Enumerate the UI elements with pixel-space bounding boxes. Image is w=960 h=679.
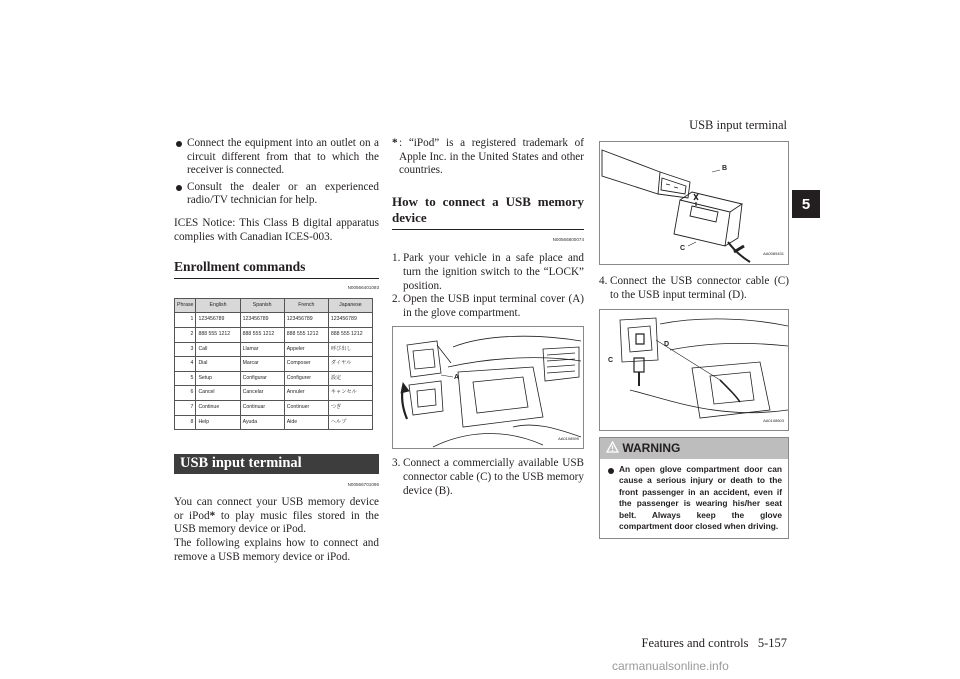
column-3 <box>599 141 789 539</box>
label-d: D <box>664 341 670 349</box>
table-row <box>175 386 373 401</box>
table-cell: ヘルプ <box>328 415 372 430</box>
table-cell: 123456789 <box>240 313 284 328</box>
table-header: Japanese <box>328 298 372 313</box>
table-cell: つぎ <box>328 400 372 415</box>
table-cell: Cancelar <box>240 386 284 401</box>
warning-triangle-icon <box>606 441 622 455</box>
glove-compartment-figure <box>392 326 584 449</box>
table-header: Spanish <box>240 298 284 313</box>
table-cell: 888 555 1212 <box>284 327 328 342</box>
table-cell: Help <box>196 415 240 430</box>
table-cell: 1 <box>175 313 196 328</box>
table-cell: 123456789 <box>328 313 372 328</box>
step-text: Park your vehicle in a safe place and turn the ignition switch to the “LOCK” position. <box>403 252 584 292</box>
step-text: Connect the USB connector cable (C) to the USB input terminal (D). <box>610 275 789 301</box>
table-cell: 123456789 <box>196 313 240 328</box>
table-cell: Dial <box>196 357 240 372</box>
step-3 <box>392 457 584 498</box>
label-c: C <box>608 357 614 365</box>
table-cell: Call <box>196 342 240 357</box>
step-number: 1. <box>392 252 401 265</box>
usb-terminal-illustration <box>600 310 788 430</box>
usb-intro-2: The following explains how to connect and remove a USB memory device or iPod. <box>174 537 379 563</box>
label-b: B <box>722 165 728 172</box>
page-header-title: USB input terminal <box>689 118 787 132</box>
table-cell: Composer <box>284 357 328 372</box>
table-cell: Marcar <box>240 357 284 372</box>
ices-notice: ICES Notice: This Class B digital apparatus complies with Canadian ICES-003. <box>174 216 379 243</box>
warning-box <box>599 437 789 539</box>
table-cell: 888 555 1212 <box>328 327 372 342</box>
table-cell: Continuer <box>284 400 328 415</box>
table-cell: Configurer <box>284 371 328 386</box>
step-2 <box>392 293 584 320</box>
warning-text: An open glove compartment door can cause a serious injury or death to the front passenger in an accident, even if the passenger is wearing his/her seat belt. Always keep the glove compartment door closed when driving. <box>606 464 782 533</box>
table-cell: 888 555 1212 <box>196 327 240 342</box>
table-cell: 123456789 <box>284 313 328 328</box>
table-cell: 8 <box>175 415 196 430</box>
figure-code: AA0108599 <box>558 435 579 441</box>
table-cell: 5 <box>175 371 196 386</box>
step-number: 2. <box>392 293 401 306</box>
footer-page-number: 5-157 <box>757 636 787 650</box>
table-cell: Setup <box>196 371 240 386</box>
table-header: French <box>284 298 328 313</box>
section-code: N00566401093 <box>347 285 379 291</box>
table-cell: 3 <box>175 342 196 357</box>
footnote-star: * <box>392 137 398 149</box>
table-cell: 呼び出し <box>328 342 372 357</box>
watermark: carmanualsonline.info <box>612 659 729 673</box>
how-to-heading: How to connect a USB memory device <box>392 192 584 230</box>
usb-terminal-heading: USB input terminal <box>174 454 379 474</box>
section-code: N00566701096 <box>347 481 379 487</box>
enrollment-table <box>174 298 373 430</box>
table-cell: Annuler <box>284 386 328 401</box>
table-row <box>175 415 373 430</box>
warning-header <box>600 438 788 459</box>
table-row <box>175 357 373 372</box>
table-row <box>175 313 373 328</box>
table-row <box>175 400 373 415</box>
warning-title: WARNING <box>622 441 681 456</box>
table-cell: Llamar <box>240 342 284 357</box>
step-number: 4. <box>599 275 608 287</box>
table-row <box>175 371 373 386</box>
usb-intro <box>174 496 379 537</box>
glove-compartment-illustration <box>393 327 583 448</box>
step-number: 3. <box>392 457 401 470</box>
table-cell: 2 <box>175 327 196 342</box>
step-4 <box>599 275 789 302</box>
usb-cable-figure <box>599 141 789 265</box>
table-cell: Configurar <box>240 371 284 386</box>
table-cell: キャンセル <box>328 386 372 401</box>
footer-section: Features and controls <box>641 636 749 650</box>
table-cell: ダイヤル <box>328 357 372 372</box>
usb-terminal-figure <box>599 309 789 431</box>
label-a: A <box>454 374 460 382</box>
table-cell: Cancel <box>196 386 240 401</box>
table-row <box>175 327 373 342</box>
figure-code: AA0108603 <box>763 417 784 423</box>
footnote-star: * <box>209 509 216 522</box>
bullet-item: Consult the dealer or an experienced radio/TV technician for help. <box>174 181 379 208</box>
table-cell: 7 <box>175 400 196 415</box>
chapter-tab: 5 <box>792 190 820 218</box>
table-row <box>175 342 373 357</box>
footnote <box>392 137 584 178</box>
usb-intro-text: to play music files stored in the USB memory device or iPod. <box>174 509 379 536</box>
table-cell: Appeler <box>284 342 328 357</box>
table-header: English <box>196 298 240 313</box>
column-2 <box>392 137 584 498</box>
table-cell: Continue <box>196 400 240 415</box>
step-text: Connect a commercially available USB connector cable (C) to the USB memory device (B). <box>403 457 584 497</box>
table-cell: Aide <box>284 415 328 430</box>
usb-intro-text: You can connect your USB memory device or iPod <box>174 496 379 522</box>
figure-code: AA0089431 <box>763 251 784 257</box>
table-cell: 設定 <box>328 371 372 386</box>
label-c: C <box>680 245 686 252</box>
usb-cable-illustration <box>600 142 788 264</box>
enrollment-heading: Enrollment commands <box>174 256 379 279</box>
footnote-text: : “iPod” is a registered trademark of Apple Inc. in the United States and other countries. <box>399 137 584 177</box>
table-cell: Continuar <box>240 400 284 415</box>
page-footer <box>642 636 787 651</box>
bullet-item: Connect the equipment into an outlet on a circuit different from that to which the receiver is connected. <box>174 137 379 178</box>
table-cell: 4 <box>175 357 196 372</box>
table-cell: Ayuda <box>240 415 284 430</box>
step-1 <box>392 252 584 293</box>
column-1 <box>174 137 379 564</box>
section-code: N00566800074 <box>552 236 584 242</box>
step-text: Open the USB input terminal cover (A) in the glove compartment. <box>403 293 584 319</box>
table-header: Phrase <box>175 298 196 313</box>
table-cell: 888 555 1212 <box>240 327 284 342</box>
warning-body <box>600 459 788 538</box>
table-header-row <box>175 298 373 313</box>
table-cell: 6 <box>175 386 196 401</box>
